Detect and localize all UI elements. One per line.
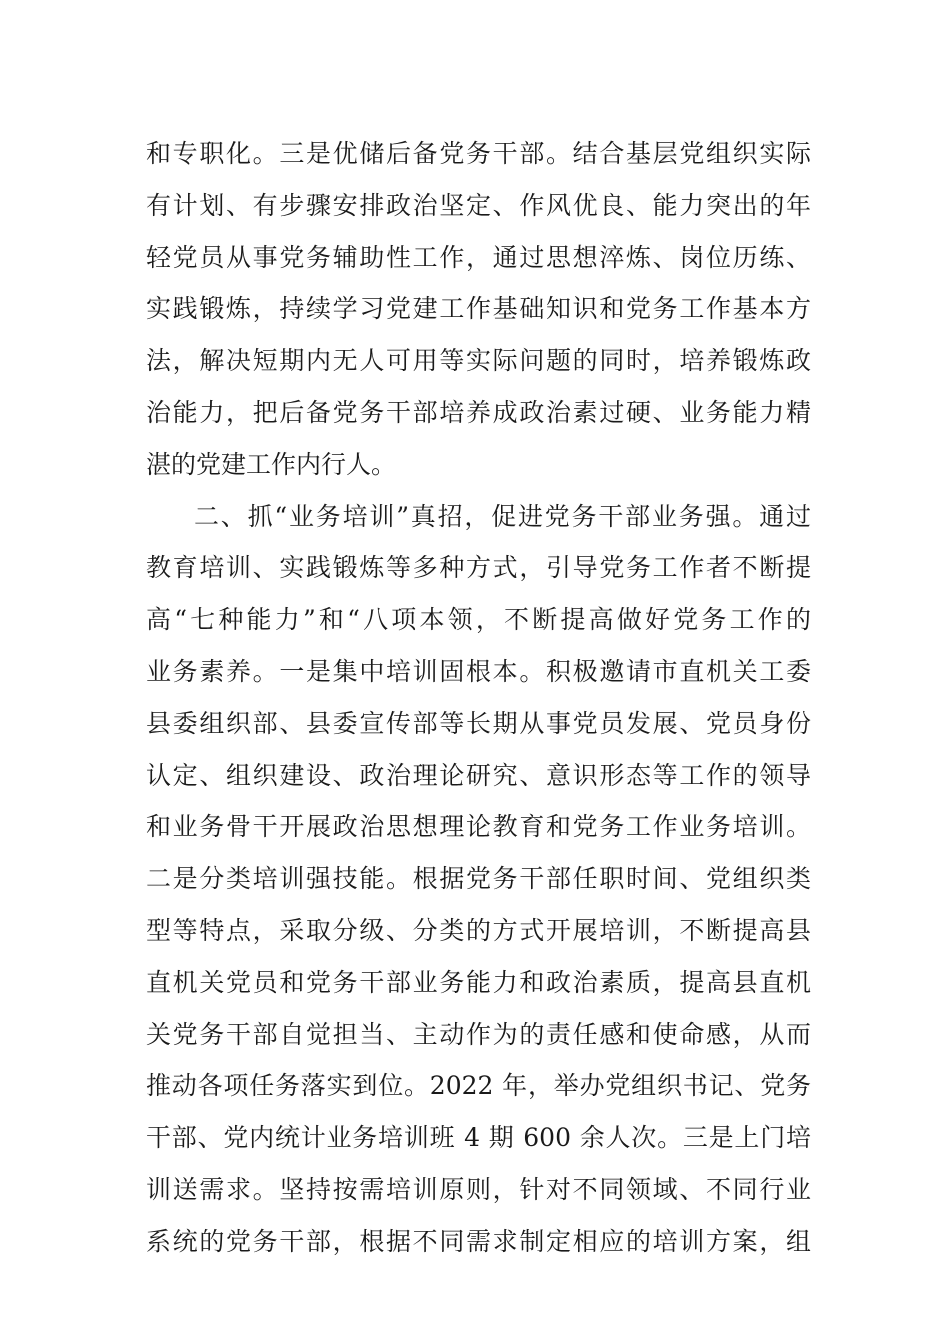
text-line: 训送需求。坚持按需培训原则，针对不同领域、不同行业 [146, 1174, 811, 1204]
text-line: 和专职化。三是优储后备党务干部。结合基层党组织实际 [146, 139, 811, 168]
text-line: 治能力，把后备党务干部培养成政治素过硬、业务能力精 [146, 397, 811, 427]
text-line: 高“七种能力”和“八项本领，不断提高做好党务工作的 [146, 605, 811, 635]
text-line: 法，解决短期内无人可用等实际问题的同时，培养锻炼政 [146, 346, 811, 376]
text-line: 教育培训、实践锻炼等多种方式，引导党务工作者不断提 [146, 553, 811, 583]
text-line: 湛的党建工作内行人。 [146, 449, 397, 479]
text-line: 轻党员从事党务辅助性工作，通过思想淬炼、岗位历练、 [146, 242, 811, 272]
section-heading-line: 二、抓“业务培训”真招，促进党务干部业务强。通过 [194, 501, 811, 531]
text-line: 二是分类培训强技能。根据党务干部任职时间、党组织类 [146, 864, 811, 894]
text-line: 业务素养。一是集中培训固根本。积极邀请市直机关工委 [146, 656, 811, 686]
text-line: 干部、党内统计业务培训班 4 期 600 余人次。三是上门培 [146, 1123, 811, 1153]
text-line: 有计划、有步骤安排政治坚定、作风优良、能力突出的年 [146, 190, 811, 220]
text-line: 直机关党员和党务干部业务能力和政治素质，提高县直机 [146, 967, 811, 997]
text-line: 实践锻炼，持续学习党建工作基础知识和党务工作基本方 [146, 294, 811, 324]
text-line: 系统的党务干部，根据不同需求制定相应的培训方案，组 [146, 1226, 811, 1256]
body-text [146, 128, 811, 1268]
text-line: 认定、组织建设、政治理论研究、意识形态等工作的领导 [146, 760, 811, 790]
text-line: 推动各项任务落实到位。2022 年，举办党组织书记、党务 [146, 1071, 811, 1101]
text-line: 关党务干部自觉担当、主动作为的责任感和使命感，从而 [146, 1019, 811, 1049]
text-line: 县委组织部、县委宣传部等长期从事党员发展、党员身份 [146, 708, 811, 738]
text-line: 型等特点，采取分级、分类的方式开展培训，不断提高县 [146, 915, 811, 945]
text-line: 和业务骨干开展政治思想理论教育和党务工作业务培训。 [146, 812, 811, 842]
